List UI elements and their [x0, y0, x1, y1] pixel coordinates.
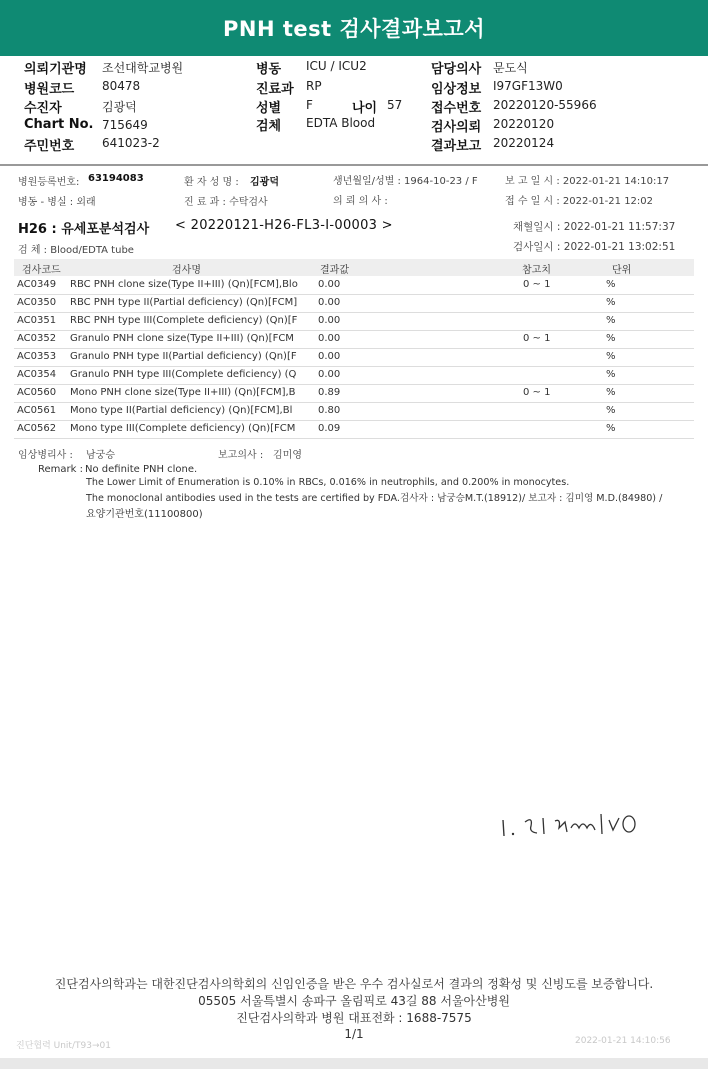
remark-line-4: 요양기관번호(11100800)	[86, 509, 203, 520]
cell-code: AC0349	[17, 279, 57, 290]
header-label-physician: 담당의사	[431, 62, 482, 77]
cell-test-name: Granulo PNH clone size(Type II+III) (Qn)[FCM	[70, 333, 294, 344]
table-row	[14, 421, 694, 439]
cell-code: AC0354	[17, 369, 57, 380]
header-label-sex: 성별	[256, 101, 282, 116]
header-value-report-date: 20220124	[493, 136, 555, 150]
header-label-institution: 의뢰기관명	[24, 62, 87, 77]
remark-line-2: The Lower Limit of Enumeration is 0.10% in RBCs, 0.016% in neutrophils, and 0.200% in monocytes.	[86, 477, 570, 488]
patient-name-label: 환 자 성 명 :	[184, 177, 239, 188]
test-datetime: 검사일시 : 2022-01-21 13:02:51	[513, 241, 676, 253]
cell-reference: 0 ~ 1	[523, 333, 551, 344]
col-header-name: 검사명	[172, 265, 201, 276]
cell-result: 0.80	[318, 405, 341, 416]
table-row	[14, 331, 694, 349]
header-value-receipt-no: 20220120-55966	[493, 98, 597, 112]
remark-label: Remark :	[38, 464, 83, 475]
header-label-clinical-info: 임상정보	[431, 82, 482, 97]
cell-test-name: Granulo PNH type II(Partial deficiency) (Qn)[F	[70, 351, 297, 362]
specimen-type: 검 체 : Blood/EDTA tube	[18, 245, 134, 256]
header-label-report-date: 결과보고	[431, 139, 482, 154]
col-header-code: 검사코드	[22, 265, 61, 276]
section-title: H26 : 유세포분석검사	[18, 222, 150, 237]
cell-unit: %	[606, 423, 616, 434]
cell-code: AC0352	[17, 333, 57, 344]
reporter-label: 보고의사 :	[218, 450, 264, 461]
pathologist-name: 남궁승	[86, 450, 115, 461]
receipt-datetime: 접 수 일 시 : 2022-01-21 12:02	[505, 196, 654, 207]
header-value-request-date: 20220120	[493, 117, 555, 131]
report-title: PNH test 검사결과보고서	[223, 17, 485, 41]
footer-faint-timestamp: 2022-01-21 14:10:56	[575, 1036, 671, 1046]
cell-code: AC0561	[17, 405, 57, 416]
header-label-chart-no: Chart No.	[24, 117, 94, 132]
header-value-hospital-code: 80478	[102, 79, 141, 93]
table-row	[14, 295, 694, 313]
cell-result: 0.00	[318, 351, 341, 362]
patient-ward: 병동 - 병실 : 외래	[18, 197, 96, 208]
cell-test-name: Mono type II(Partial deficiency) (Qn)[FCM],Bl	[70, 405, 293, 416]
footer-faint-left: 진단협력 Unit/T93→01	[16, 1041, 111, 1051]
cell-unit: %	[606, 387, 616, 398]
patient-reg-label: 병원등록번호:	[18, 177, 80, 188]
patient-name-value: 김광덕	[250, 177, 279, 188]
col-header-reference: 참고치	[522, 265, 551, 276]
header-divider	[0, 164, 708, 166]
col-header-result: 결과값	[320, 265, 349, 276]
header-value-resident-no: 641023-2	[102, 136, 160, 150]
remark-line-1: No definite PNH clone.	[85, 464, 198, 475]
handwritten-signature	[495, 806, 645, 840]
cell-unit: %	[606, 369, 616, 380]
remark-line-3: The monoclonal antibodies used in the tests are certified by FDA.검사자 : 남궁승M.T.(18912)/ 보고자 : 김미영 M.D.(84980) /	[86, 493, 663, 504]
cell-unit: %	[606, 279, 616, 290]
cell-code: AC0351	[17, 315, 57, 326]
cell-test-name: Mono type III(Complete deficiency) (Qn)[FCM	[70, 423, 296, 434]
reporter-name: 김미영	[273, 450, 302, 461]
table-row	[14, 313, 694, 331]
header-label-patient: 수진자	[24, 101, 62, 116]
header-value-specimen: EDTA Blood	[306, 116, 376, 130]
table-row	[14, 385, 694, 403]
header-label-hospital-code: 병원코드	[24, 82, 75, 97]
header-value-department: RP	[306, 79, 322, 93]
table-row	[14, 403, 694, 421]
cell-unit: %	[606, 351, 616, 362]
cell-result: 0.00	[318, 297, 341, 308]
header-label-ward: 병동	[256, 62, 282, 77]
report-datetime: 보 고 일 시 : 2022-01-21 14:10:17	[505, 176, 670, 187]
cell-test-name: RBC PNH type III(Complete deficiency) (Qn)[F	[70, 315, 298, 326]
header-label-department: 진료과	[256, 82, 294, 97]
collection-datetime: 채혈일시 : 2022-01-21 11:57:37	[513, 221, 676, 233]
cell-result: 0.89	[318, 387, 341, 398]
header-label-receipt-no: 접수번호	[431, 101, 482, 116]
header-value-ward: ICU / ICU2	[306, 59, 367, 73]
header-value-clinical-info: I97GF13W0	[493, 79, 563, 93]
pathologist-label: 임상병리사 :	[18, 450, 73, 461]
row-divider	[14, 438, 694, 439]
cell-result: 0.00	[318, 369, 341, 380]
col-header-unit: 단위	[612, 265, 632, 276]
patient-reg-value: 63194083	[88, 173, 144, 184]
footer-contact: 진단검사의학과 병원 대표전화 : 1688-7575	[236, 1011, 472, 1025]
cell-test-name: Granulo PNH type III(Complete deficiency) (Q	[70, 369, 297, 380]
cell-result: 0.09	[318, 423, 341, 434]
header-value-patient: 김광덕	[102, 100, 137, 114]
cell-code: AC0353	[17, 351, 57, 362]
cell-test-name: Mono PNH clone size(Type II+III) (Qn)[FCM],B	[70, 387, 296, 398]
table-row	[14, 277, 694, 295]
cell-unit: %	[606, 297, 616, 308]
cell-code: AC0560	[17, 387, 57, 398]
patient-dept: 진 료 과 : 수탁검사	[184, 197, 268, 208]
header-value-sex: F	[306, 98, 313, 112]
cell-unit: %	[606, 315, 616, 326]
cell-result: 0.00	[318, 333, 341, 344]
cell-result: 0.00	[318, 315, 341, 326]
cell-unit: %	[606, 405, 616, 416]
cell-reference: 0 ~ 1	[523, 387, 551, 398]
cell-test-name: RBC PNH clone size(Type II+III) (Qn)[FCM],Blo	[70, 279, 298, 290]
report-title-band	[0, 0, 708, 56]
cell-result: 0.00	[318, 279, 341, 290]
patient-dob-sex: 생년월일/성별 : 1964-10-23 / F	[333, 176, 478, 187]
cell-reference: 0 ~ 1	[523, 279, 551, 290]
header-label-specimen: 검체	[256, 119, 282, 134]
cell-test-name: RBC PNH type II(Partial deficiency) (Qn)[FCM]	[70, 297, 298, 308]
header-value-institution: 조선대학교병원	[102, 61, 184, 75]
table-row	[14, 367, 694, 385]
header-value-age: 57	[387, 98, 403, 112]
header-label-request-date: 검사의뢰	[431, 120, 482, 135]
header-value-chart-no: 715649	[102, 118, 148, 132]
cell-code: AC0562	[17, 423, 57, 434]
requesting-doctor: 의 뢰 의 사 :	[333, 196, 388, 207]
header-label-resident-no: 주민번호	[24, 139, 75, 154]
page-number: 1/1	[344, 1027, 364, 1041]
results-table-header	[14, 259, 694, 276]
header-value-physician: 문도식	[493, 61, 528, 75]
cell-unit: %	[606, 333, 616, 344]
header-label-age: 나이	[352, 101, 378, 116]
page-bottom-edge	[0, 1058, 708, 1069]
table-row	[14, 349, 694, 367]
footer-certification: 진단검사의학과는 대한진단검사의학회의 신임인증을 받은 우수 검사실로서 결과의 정확성 및 신빙도를 보증합니다.	[54, 977, 654, 991]
section-accession-id: < 20220121-H26-FL3-I-00003 >	[175, 218, 393, 233]
footer-address: 05505 서울특별시 송파구 올림픽로 43길 88 서울아산병원	[198, 994, 510, 1008]
cell-code: AC0350	[17, 297, 57, 308]
